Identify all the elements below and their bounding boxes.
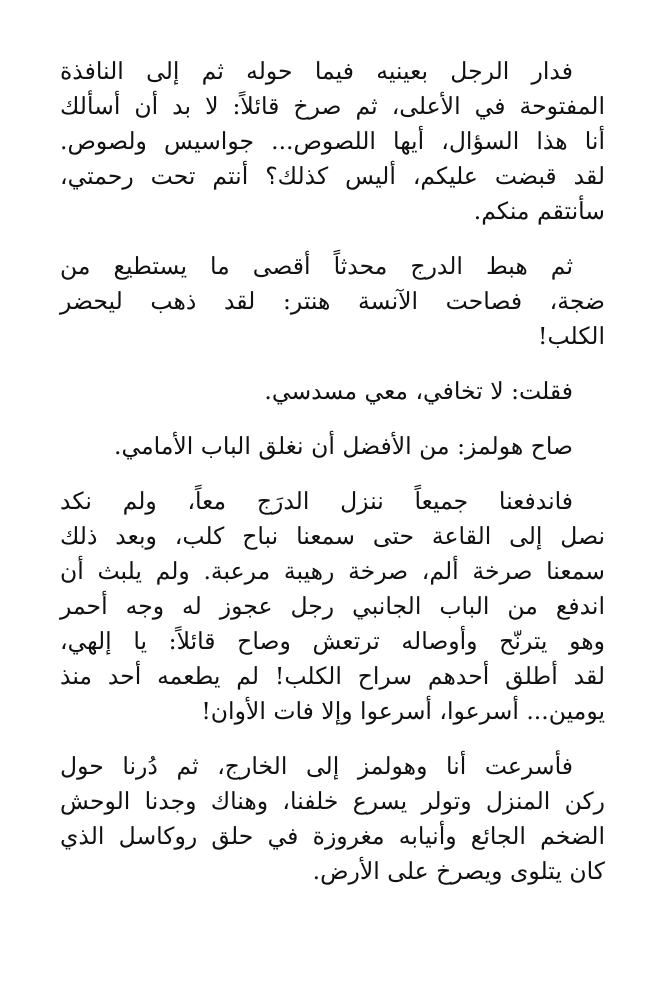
text-line: وهو يترنّح وأوصاله ترتعش وصاح قائلاً: يا إلهي، [60, 627, 605, 655]
paragraph-1 [60, 54, 605, 229]
text-line: اندفع من الباب الجانبي رجل عجوز له وجه أحمر [60, 592, 605, 620]
text-line: فدار الرجل بعينيه فيما حوله ثم إلى النافذة [60, 57, 573, 85]
book-page [60, 54, 605, 909]
text-line: ركن المنزل وتولر يسرع خلفنا، وهناك وجدنا الوحش [60, 787, 605, 815]
text-line: سأنتقم منكم. [473, 197, 605, 225]
text-line: ضجة، فصاحت الآنسة هنتر: لقد ذهب ليحضر [60, 287, 605, 315]
text-line: الضخم الجائع وأنيابه مغروزة في حلق روكاسل الذي [60, 822, 605, 850]
text-line: يومين... أسرعوا، أسرعوا وإلا فات الأوان! [201, 697, 605, 725]
text-line: فاندفعنا جميعاً ننزل الدرَج معاً، ولم نكد [60, 487, 573, 515]
paragraph-6 [60, 749, 605, 889]
text-line: أنا هذا السؤال، أيها اللصوص... جواسيس ولصوص. [60, 127, 605, 155]
text-line: فقلت: لا تخافي، معي مسدسي. [264, 377, 573, 405]
text-line: صاح هولمز: من الأفضل أن نغلق الباب الأمامي. [114, 432, 573, 460]
text-line: لقد قبضت عليكم، أليس كذلك؟ أنتم تحت رحمتي، [60, 162, 605, 190]
text-line: ثم هبط الدرج محدثاً أقصى ما يستطيع من [60, 252, 573, 280]
text-line: نصل إلى القاعة حتى سمعنا نباح كلب، وبعد ذلك [60, 522, 605, 550]
paragraph-5 [60, 484, 605, 729]
text-line: الكلب! [538, 322, 605, 350]
text-line: لقد أطلق أحدهم سراح الكلب! لم يطعمه أحد منذ [60, 662, 605, 690]
text-line: فأسرعت أنا وهولمز إلى الخارج، ثم دُرنا حول [60, 752, 573, 780]
text-line: سمعنا صرخة ألم، صرخة رهيبة مرعبة. ولم يلبث أن [60, 557, 605, 585]
text-line: كان يتلوى ويصرخ على الأرض. [312, 857, 605, 885]
paragraph-2 [60, 249, 605, 354]
paragraph-3 [60, 374, 605, 409]
paragraph-4 [60, 429, 605, 464]
text-line: المفتوحة في الأعلى، ثم صرخ قائلاً: لا بد أن أسألك [60, 92, 605, 120]
